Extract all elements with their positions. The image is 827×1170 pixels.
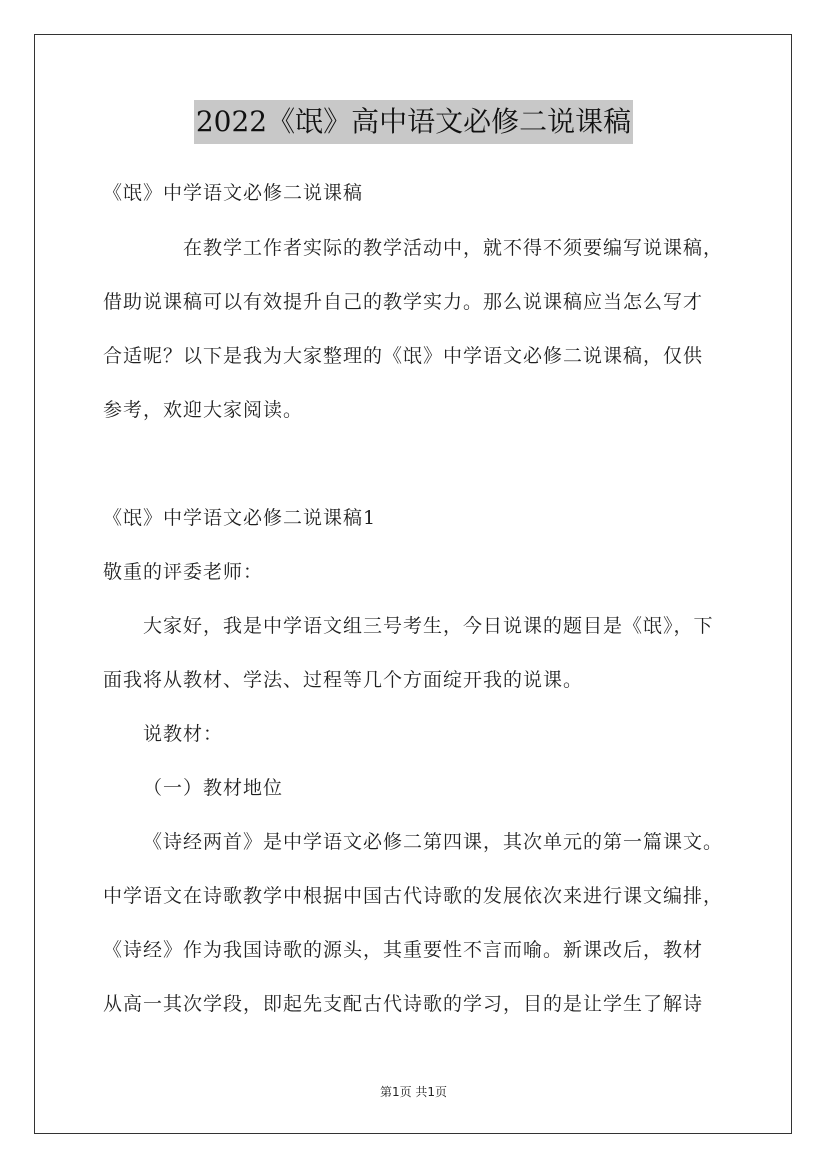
paragraph-line: 参考，欢迎大家阅读。 [103, 399, 304, 421]
paragraph-line: 面我将从教材、学法、过程等几个方面绽开我的说课。 [103, 669, 584, 691]
paragraph-line: 大家好，我是中学语文组三号考生，今日说课的题目是《氓》，下 [143, 615, 714, 637]
subtitle-line: 《氓》中学语文必修二说课稿 [103, 182, 364, 204]
section-heading: 《氓》中学语文必修二说课稿1 [103, 507, 377, 529]
page-footer: 第1页 共1页 [379, 1085, 448, 1099]
title-wrap [0, 100, 827, 144]
paragraph-line: 从高一其次学段，即起先支配古代诗歌的学习，目的是让学生了解诗 [103, 993, 704, 1015]
subheading-line: （一）教材地位 [143, 777, 284, 799]
paragraph-line: 借助说课稿可以有效提升自己的教学实力。那么说课稿应当怎么写才 [103, 291, 704, 313]
paragraph-line: 中学语文在诗歌教学中根据中国古代诗歌的发展依次来进行课文编排， [103, 885, 724, 907]
paragraph-line: 在教学工作者实际的教学活动中，就不得不须要编写说课稿， [183, 237, 724, 259]
salutation-line: 敬重的评委老师： [103, 561, 264, 583]
paragraph-line: 合适呢？以下是我为大家整理的《氓》中学语文必修二说课稿，仅供 [103, 345, 704, 367]
paragraph-line: 《诗经两首》是中学语文必修二第四课，其次单元的第一篇课文。 [143, 831, 724, 853]
subheading-line: 说教材： [143, 723, 224, 745]
document-title: 2022《氓》高中语文必修二说课稿 [194, 100, 633, 144]
paragraph-line: 《诗经》作为我国诗歌的源头，其重要性不言而喻。新课改后，教材 [103, 939, 704, 961]
